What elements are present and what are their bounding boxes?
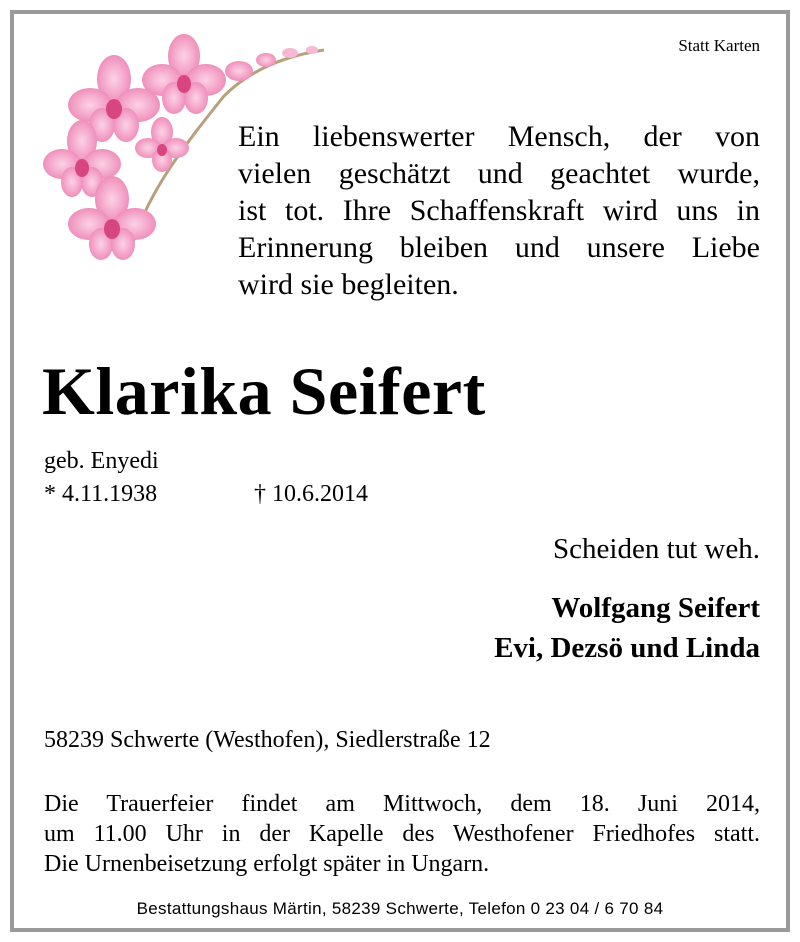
poem-text bbox=[238, 118, 760, 303]
poem-line: Ein liebenswerter Mensch, der von bbox=[238, 120, 760, 153]
signer-name: Wolfgang Seifert bbox=[551, 592, 760, 624]
birth-date: * 4.11.1938 bbox=[44, 481, 158, 507]
motto-text: Scheiden tut weh. bbox=[553, 533, 760, 565]
ceremony-line: um 11.00 Uhr in der Kapelle des Westhofener Friedhofes statt. bbox=[44, 821, 760, 847]
signers-block bbox=[494, 588, 760, 668]
ceremony-line: Die Urnenbeisetzung erfolgt später in Ungarn. bbox=[44, 851, 490, 877]
ceremony-info bbox=[44, 789, 760, 879]
life-dates bbox=[44, 481, 368, 508]
signer-name: Evi, Dezsö und Linda bbox=[494, 632, 760, 664]
header-statt-karten: Statt Karten bbox=[678, 36, 760, 55]
poem-line: ist tot. Ihre Schaffenskraft wird uns in bbox=[238, 194, 760, 227]
poem-line: wird sie begleiten. bbox=[238, 268, 459, 301]
family-address: 58239 Schwerte (Westhofen), Siedlerstraße 12 bbox=[44, 727, 491, 753]
poem-line: Erinnerung bleiben und unsere Liebe bbox=[238, 231, 760, 264]
poem-line: vielen geschätzt und geachtet wurde, bbox=[238, 157, 760, 190]
death-date: † 10.6.2014 bbox=[254, 481, 368, 507]
deceased-name: Klarika Seifert bbox=[42, 353, 486, 429]
ceremony-line: Die Trauerfeier findet am Mittwoch, dem 18. Juni 2014, bbox=[44, 791, 760, 817]
maiden-name: geb. Enyedi bbox=[44, 448, 159, 474]
funeral-home-footer: Bestattungshaus Märtin, 58239 Schwerte, Telefon 0 23 04 / 6 70 84 bbox=[136, 899, 664, 918]
